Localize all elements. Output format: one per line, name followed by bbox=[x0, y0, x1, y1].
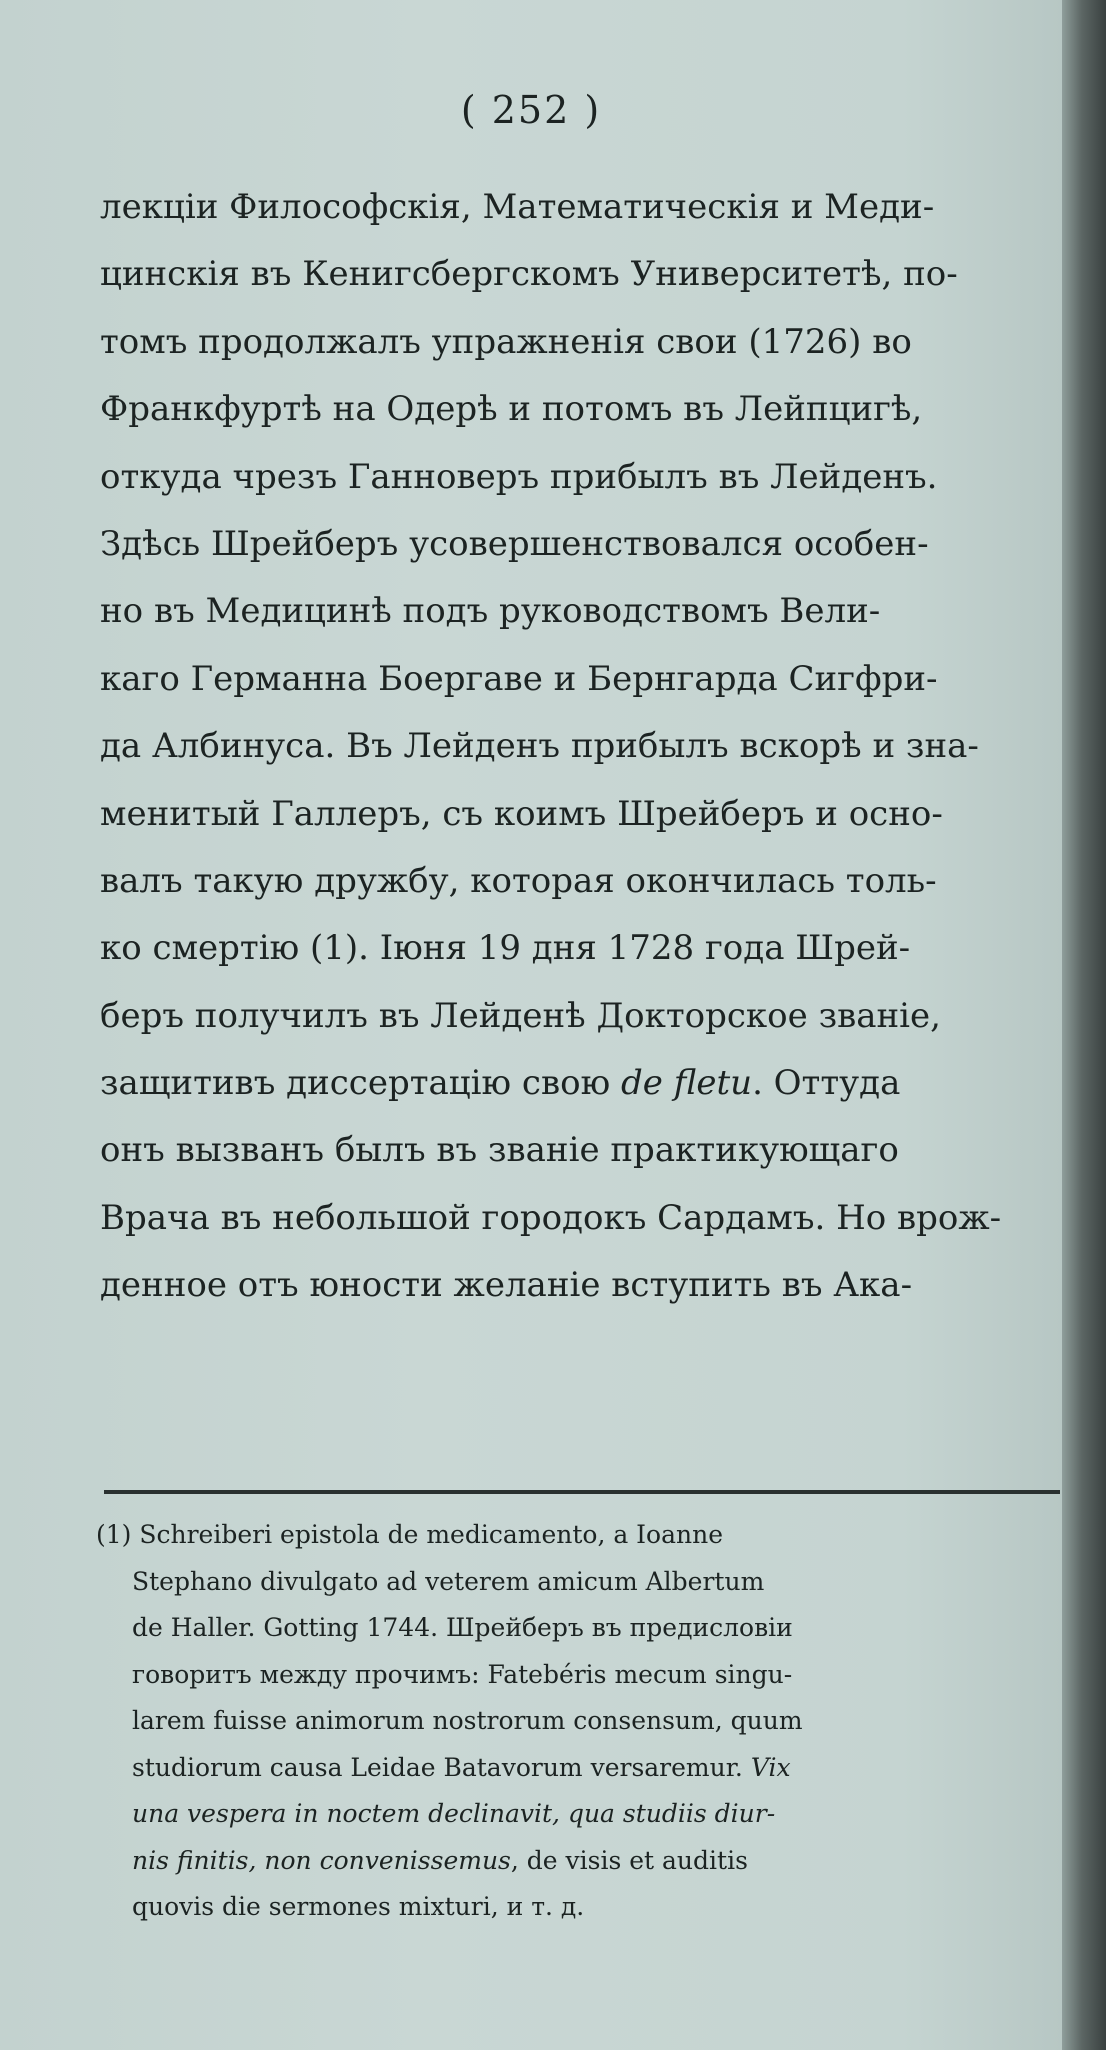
text-segment: защитивъ диссертацію свою bbox=[100, 1063, 621, 1104]
latin-title: de fletu bbox=[621, 1063, 753, 1104]
text-line: ко смертію (1). Іюня 19 дня 1728 года Шрей- bbox=[100, 928, 911, 969]
footnote-italic-segment: Vix bbox=[750, 1752, 791, 1782]
text-line: Здѣсь Шрейберъ усовершенствовался особен- bbox=[100, 523, 929, 564]
footnote-line: quovis die sermones mixturi, и т. д. bbox=[132, 1892, 585, 1921]
text-line bbox=[100, 1050, 1060, 1117]
book-gutter-shadow bbox=[1062, 0, 1106, 2050]
body-text bbox=[100, 174, 1060, 1320]
footnote-line: говоритъ между прочимъ: Fatebéris mecum singu- bbox=[132, 1659, 793, 1689]
text-line: валъ такую дружбу, которая окончилась толь- bbox=[100, 860, 937, 901]
text-line: каго Германна Боергаве и Бернгарда Сигфри- bbox=[100, 658, 938, 699]
text-line: томъ продолжалъ упражненія свои (1726) во bbox=[100, 321, 912, 362]
footnote-line bbox=[96, 1745, 1060, 1792]
text-line: но въ Медицинѣ подъ руководствомъ Вели- bbox=[100, 591, 881, 632]
footnote-line: (1) Schreiberi epistola de medicamento, a Ioanne bbox=[96, 1520, 724, 1549]
footnote-divider bbox=[104, 1490, 1060, 1494]
text-line: беръ получилъ въ Лейденѣ Докторское званіе, bbox=[100, 995, 941, 1036]
text-line: Франкфуртѣ на Одерѣ и потомъ въ Лейпцигѣ, bbox=[100, 389, 923, 430]
footnote-line bbox=[96, 1838, 1060, 1885]
text-segment: . Оттуда bbox=[752, 1063, 901, 1104]
text-line: цинскія въ Кенигсбергскомъ Университетѣ, по- bbox=[100, 254, 958, 295]
footnote-italic-segment: nis finitis, non convenissemus bbox=[132, 1845, 511, 1875]
text-line: Врача въ небольшой городокъ Сардамъ. Но врож- bbox=[100, 1197, 1002, 1238]
footnote-segment: studiorum causa Leidae Batavorum versaremur. bbox=[132, 1752, 751, 1782]
footnote-segment: , de visis et auditis bbox=[510, 1845, 748, 1875]
footnote-line: una vespera in noctem declinavit, qua studiis diur- bbox=[132, 1799, 776, 1828]
text-line: лекціи Философскія, Математическія и Меди- bbox=[100, 187, 935, 227]
page-number: ( 252 ) bbox=[460, 88, 602, 132]
footnote bbox=[96, 1512, 1060, 1931]
text-line: да Албинуса. Въ Лейденъ прибылъ вскорѣ и зна- bbox=[100, 726, 979, 767]
footnote-line: larem fuisse animorum nostrorum consensum, quum bbox=[132, 1706, 803, 1735]
text-line: онъ вызванъ былъ въ званіе практикующаго bbox=[100, 1130, 899, 1171]
text-line: денное отъ юности желаніе вступить въ Ака- bbox=[100, 1265, 913, 1306]
text-line: менитый Галлеръ, съ коимъ Шрейберъ и осно- bbox=[100, 793, 943, 834]
footnote-line: de Haller. Gotting 1744. Шрейберъ въ предисловіи bbox=[132, 1613, 793, 1642]
footnote-line: Stephano divulgato ad veterem amicum Albertum bbox=[132, 1566, 765, 1596]
text-line: откуда чрезъ Ганноверъ прибылъ въ Лейденъ. bbox=[100, 456, 938, 497]
